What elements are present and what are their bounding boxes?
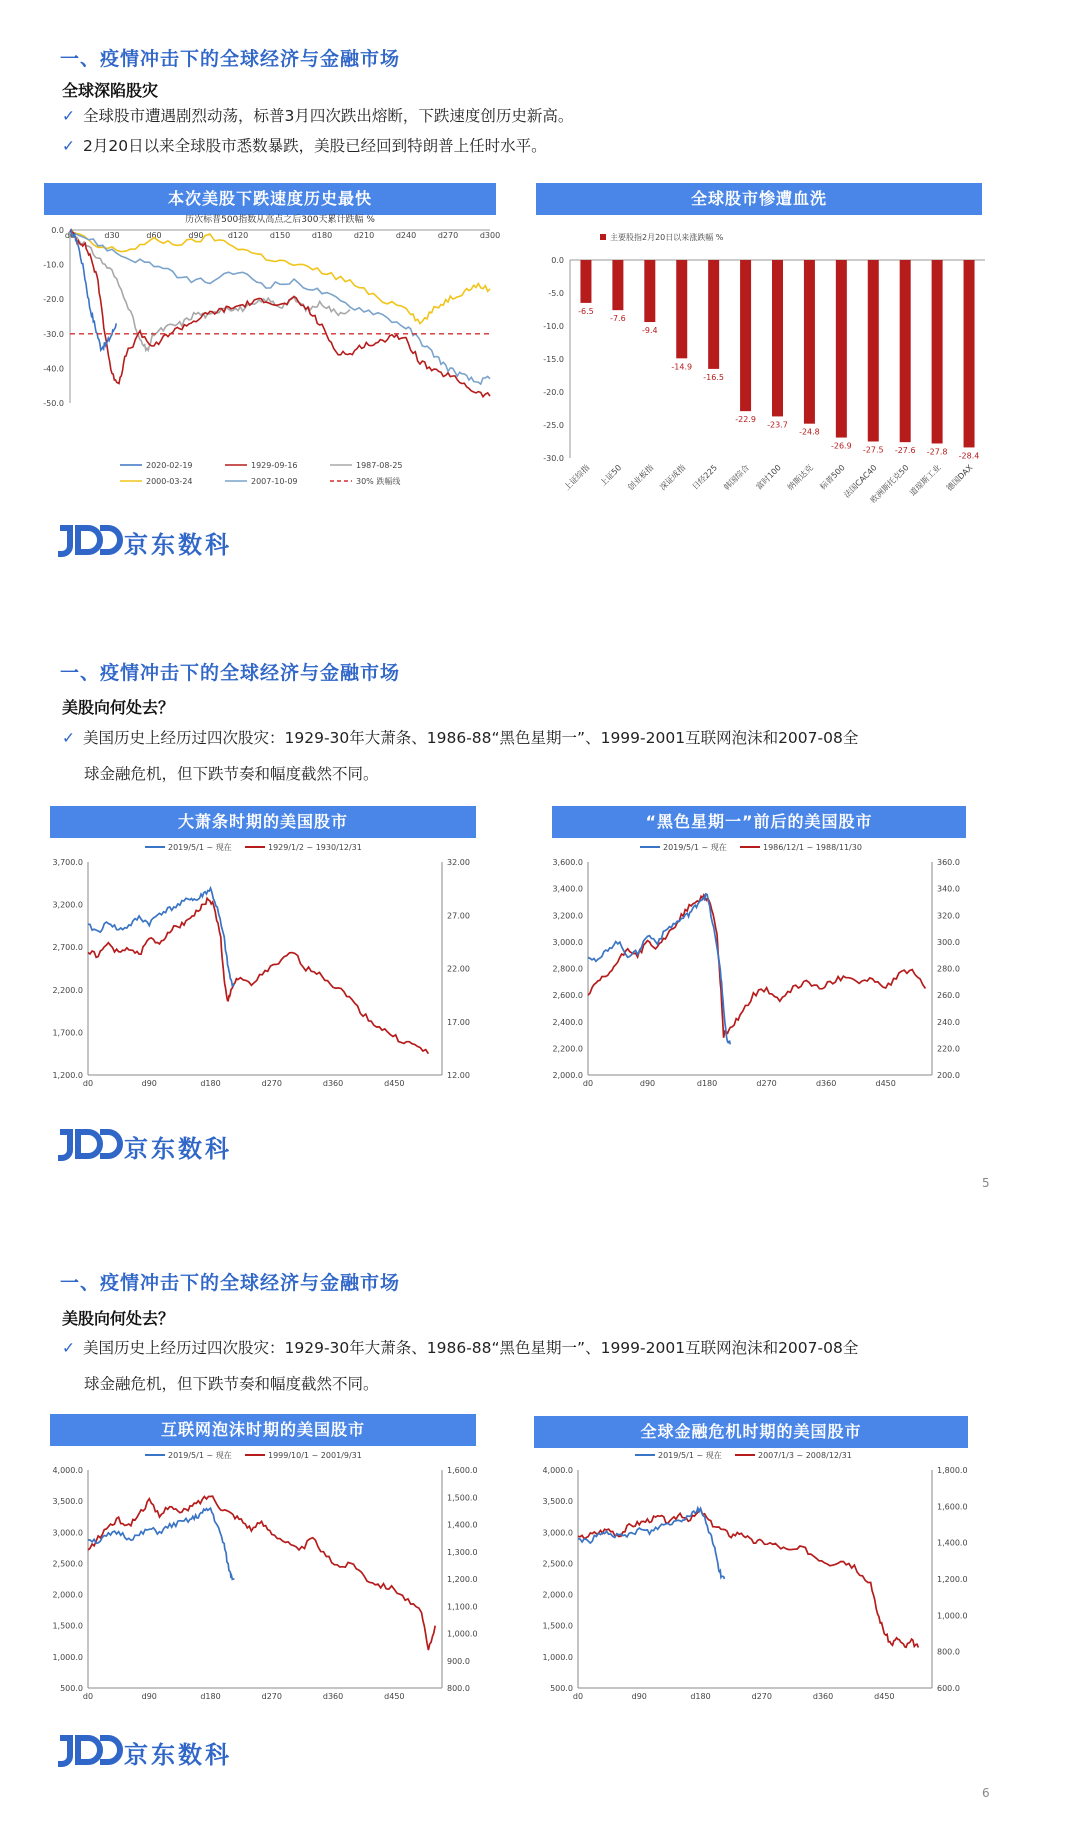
c4-x-tick: d450 [875,1079,896,1088]
c5-left-tick: 4,000.0 [52,1466,83,1475]
page-number-5: 5 [982,1176,990,1190]
c4-left-tick: 3,600.0 [552,858,583,867]
chart1-subtitle: 历次标普500指数从高点之后300天累计跌幅 % [185,215,375,225]
chart1-y-tick: -40.0 [43,364,64,374]
c5-left-tick: 2,500.0 [52,1559,83,1569]
chart2-bar [644,260,655,322]
c4-right-tick: 360.0 [937,858,960,867]
chart2-category-label: 法国CAC40 [842,463,879,500]
page1-subheading: 全球深陷股灾 [62,81,159,100]
c3-right-tick: 27.00 [447,911,470,921]
c4-x-tick: d360 [815,1079,837,1088]
c3-x-tick: d450 [384,1079,405,1088]
c4-left-tick: 2,800.0 [552,964,583,974]
chart4-svg [540,840,980,1095]
chart1-x-tick: d300 [479,231,501,240]
page1-bullet-2-text: 2月20日以来全球股市悉数暴跌，美股已经回到特朗普上任时水平。 [83,137,547,155]
chart1-x-tick: d240 [395,231,417,240]
c3-right-tick: 17.00 [447,1017,470,1027]
chart1-legend-label: 1929-09-16 [251,461,298,470]
chart2-bar [740,260,751,411]
c5-x-tick: d450 [384,1692,405,1701]
c3-left-tick: 3,200.0 [52,900,83,910]
c5-x-tick: d90 [141,1692,157,1701]
c4-right-tick: 200.0 [937,1071,960,1080]
c4-right-tick: 320.0 [937,911,960,921]
c5-left-tick: 1,000.0 [52,1652,83,1662]
chart1-x-tick: d0 [64,231,76,240]
c4-right-tick: 340.0 [937,884,960,894]
c6-left-tick: 2,500.0 [542,1559,573,1569]
chart2-category-label: 德国DAX [944,463,975,493]
chart1-series-line [70,230,490,324]
c6-right-tick: 1,600.0 [937,1502,968,1512]
c3-left-tick: 1,700.0 [52,1028,83,1038]
c6-right-tick: 1,000.0 [937,1611,968,1621]
page1-bullet-1 [62,100,573,132]
logo-text: 京东数科 [124,531,232,559]
chart2-value-label: -27.8 [926,447,948,457]
c6-left-tick: 4,000.0 [542,1466,573,1475]
jd-logo-icon [54,1124,124,1164]
chart1-series-line [70,230,490,397]
c3-left-tick: 3,700.0 [52,858,83,867]
c3-right-tick: 32.00 [447,858,470,867]
chart2-bar [836,260,847,438]
logo-text: 京东数科 [124,1135,232,1163]
c5-series-line [88,1496,435,1650]
page1-bullet-1-text: 全球股市遭遇剧烈动荡，标普3月四次跌出熔断，下跌速度创历史新高。 [83,107,574,125]
c6-series-line [578,1509,918,1648]
c6-left-tick: 2,000.0 [542,1590,573,1600]
c6-x-tick: d360 [812,1692,834,1701]
page2-bullet-1-continued: 球金融危机，但下跌节奏和幅度截然不同。 [84,765,379,783]
chart2-title-banner: 全球股市惨遭血洗 [536,183,982,215]
chart1-x-tick: d180 [311,231,333,240]
chart6-title-banner: 全球金融危机时期的美国股市 [534,1416,968,1448]
c6-left-tick: 3,500.0 [542,1497,573,1507]
c5-right-tick: 1,600.0 [447,1466,478,1475]
c6-right-tick: 800.0 [937,1647,960,1657]
c5-x-tick: d180 [200,1692,221,1701]
chart1-x-tick: d120 [227,231,249,240]
c5-right-tick: 900.0 [447,1656,470,1666]
c5-right-tick: 1,100.0 [447,1602,478,1612]
c5-legend-label: 1999/10/1 ~ 2001/9/31 [268,1451,362,1460]
chart1-x-tick: d30 [104,231,120,240]
chart1-legend-label: 30% 跌幅线 [356,477,401,486]
c3-right-tick: 12.00 [447,1071,470,1080]
c3-left-tick: 1,200.0 [52,1071,83,1080]
c4-right-tick: 220.0 [937,1044,960,1054]
c6-right-tick: 600.0 [937,1684,960,1693]
chart2-category-label: 日经225 [690,463,720,492]
chart2-value-label: -9.4 [642,326,658,336]
c6-x-tick: d450 [874,1692,895,1701]
c3-legend-label: 2019/5/1 ~ 现在 [168,843,232,852]
chart1-legend-label: 2007-10-09 [251,477,298,486]
c5-left-tick: 2,000.0 [52,1590,83,1600]
chart2-bar [932,260,943,443]
logo-text: 京东数科 [124,1741,232,1769]
chart2-value-label: -6.5 [578,306,594,316]
chart2-y-tick: -5.0 [548,289,564,298]
page3-bullet-1-text: 美国历史上经历过四次股灾：1929-30年大萧条、1986-88“黑色星期一”、1999-2001互联网泡沫和2007-08全 [83,1339,859,1357]
check-icon: ✓ [62,137,75,155]
c4-right-tick: 300.0 [937,937,960,947]
chart2-legend-swatch [600,234,606,240]
c6-legend-label: 2019/5/1 ~ 现在 [658,1451,722,1460]
c6-right-tick: 1,800.0 [937,1466,968,1475]
c6-x-tick: d270 [751,1692,772,1701]
c4-left-tick: 3,000.0 [552,937,583,947]
chart2-y-tick: 0.0 [551,256,564,265]
page1-bullet-2 [62,130,547,162]
chart1-legend-label: 1987-08-25 [356,461,403,470]
chart2-y-tick: -15.0 [543,355,564,364]
c6-left-tick: 500.0 [550,1684,573,1693]
c4-series-line [588,895,925,1038]
check-icon: ✓ [62,729,75,747]
chart2-category-label: 韩国综合 [721,463,751,493]
chart2-y-tick: -25.0 [543,421,564,430]
c5-left-tick: 3,000.0 [52,1528,83,1538]
c5-x-tick: d0 [82,1692,94,1701]
c4-left-tick: 2,400.0 [552,1017,583,1027]
chart6-svg [530,1448,980,1708]
c4-x-tick: d180 [696,1079,718,1088]
chart1-x-tick: d210 [353,231,375,240]
c4-left-tick: 2,200.0 [552,1044,583,1054]
chart2-bar [868,260,879,442]
c4-left-tick: 3,400.0 [552,884,583,894]
c6-right-tick: 1,200.0 [937,1575,968,1584]
chart2-bar [772,260,783,416]
chart1-legend-label: 2000-03-24 [146,477,193,486]
c6-left-tick: 1,500.0 [542,1621,573,1631]
chart2-category-label: 上证50 [598,463,624,488]
chart2-category-label: 深证成指 [658,463,688,493]
chart2-y-tick: -10.0 [543,322,564,331]
check-icon: ✓ [62,107,75,125]
c4-legend-label: 1986/12/1 ~ 1988/11/30 [763,843,862,852]
c4-x-tick: d0 [582,1079,594,1088]
c4-x-tick: d270 [756,1079,777,1088]
c3-left-tick: 2,700.0 [52,943,83,953]
chart2-bar [580,260,591,303]
c3-right-tick: 22.00 [447,964,470,974]
chart2-y-tick: -30.0 [543,454,564,463]
c6-right-tick: 1,400.0 [937,1538,968,1548]
c4-series-line [588,894,730,1045]
c3-x-tick: d180 [200,1079,221,1088]
page2-bullet-1-text: 美国历史上经历过四次股灾：1929-30年大萧条、1986-88“黑色星期一”、1999-2001互联网泡沫和2007-08全 [83,729,859,747]
c5-x-tick: d360 [322,1692,344,1701]
chart2-y-tick: -20.0 [543,388,564,397]
chart2-value-label: -16.5 [703,372,725,382]
c5-right-tick: 1,400.0 [447,1520,478,1530]
chart4-title-banner: “黑色星期一”前后的美国股市 [552,806,966,838]
c4-left-tick: 2,600.0 [552,991,583,1001]
chart1-x-tick: d90 [188,231,204,240]
page2-subheading: 美股向何处去？ [62,698,175,717]
page-number-6: 6 [982,1786,990,1800]
chart1-x-tick: d270 [437,231,459,240]
c3-x-tick: d360 [322,1079,344,1088]
c6-x-tick: d180 [690,1692,711,1701]
chart2-value-label: -23.7 [767,420,788,430]
c6-series-line [578,1508,724,1579]
c4-legend-label: 2019/5/1 ~ 现在 [663,843,727,852]
c5-left-tick: 3,500.0 [52,1497,83,1507]
c5-right-tick: 1,300.0 [447,1547,478,1557]
chart2-value-label: -27.6 [894,446,916,456]
chart2-value-label: -27.5 [862,445,884,455]
c5-right-tick: 800.0 [447,1684,470,1693]
c5-left-tick: 500.0 [60,1684,83,1693]
c4-right-tick: 280.0 [937,964,960,974]
chart2-category-label: 上证综指 [562,463,592,493]
c6-legend-label: 2007/1/3 ~ 2008/12/31 [758,1451,852,1460]
chart2-category-label: 纳斯达克 [785,463,815,493]
chart2-value-label: -7.6 [610,314,626,324]
chart3-title-banner: 大萧条时期的美国股市 [50,806,476,838]
chart2-value-label: -24.8 [799,427,820,437]
chart1-legend-label: 2020-02-19 [146,461,193,470]
c3-legend-label: 1929/1/2 ~ 1930/12/31 [268,843,362,852]
c3-x-tick: d270 [261,1079,282,1088]
chart1-x-tick: d60 [146,231,162,240]
page2-section-title: 一、疫情冲击下的全球经济与金融市场 [60,662,401,684]
chart2-category-label: 道琼斯工业 [907,463,943,498]
chart1-y-tick: -30.0 [43,329,64,339]
chart1-title-banner: 本次美股下跌速度历史最快 [44,183,496,215]
c5-right-tick: 1,500.0 [447,1493,478,1503]
c6-left-tick: 3,000.0 [542,1528,573,1538]
c5-right-tick: 1,200.0 [447,1575,478,1584]
c5-series-line [88,1508,234,1579]
chart1-y-tick: -50.0 [43,399,64,408]
page1-section-title: 一、疫情冲击下的全球经济与金融市场 [60,48,401,70]
chart2-legend-label: 主要股指2月20日以来涨跌幅 % [610,233,724,242]
c6-x-tick: d0 [572,1692,584,1701]
chart2-category-label: 欧洲斯托克50 [868,463,911,505]
page3-bullet-1 [62,1332,858,1364]
page3-section-title: 一、疫情冲击下的全球经济与金融市场 [60,1272,401,1294]
check-icon: ✓ [62,1339,75,1357]
chart2-bar [676,260,687,358]
page2-bullet-1 [62,722,858,754]
c4-x-tick: d90 [639,1079,656,1088]
chart1-y-tick: 0.0 [51,226,64,235]
chart2-svg [530,218,990,508]
chart2-value-label: -26.9 [830,441,852,451]
jd-logo-icon [54,520,124,560]
c6-x-tick: d90 [631,1692,647,1701]
chart2-bar [708,260,719,369]
chart1-series-line [70,233,490,384]
chart5-svg [40,1448,490,1708]
chart2-value-label: -14.9 [671,362,693,372]
chart5-title-banner: 互联网泡沫时期的美国股市 [50,1414,476,1446]
chart1-y-tick: -20.0 [43,295,64,305]
c3-left-tick: 2,200.0 [52,985,83,995]
c6-left-tick: 1,000.0 [542,1652,573,1662]
chart3-svg [40,840,490,1095]
chart2-bar [900,260,911,442]
chart2-category-label: 富时100 [754,463,783,492]
chart1-x-tick: d150 [269,231,291,240]
c4-right-tick: 260.0 [937,991,960,1001]
chart2-bar [964,260,975,447]
chart2-category-label: 标普500 [818,463,847,492]
chart2-bar [612,260,623,310]
chart1-y-tick: -10.0 [43,260,64,270]
c5-x-tick: d270 [261,1692,282,1701]
chart1-svg [30,215,501,498]
c5-legend-label: 2019/5/1 ~ 现在 [168,1451,232,1460]
page3-bullet-1-continued: 球金融危机，但下跌节奏和幅度截然不同。 [84,1375,379,1393]
c4-left-tick: 3,200.0 [552,911,583,921]
chart2-value-label: -28.4 [958,451,980,461]
chart2-value-label: -22.9 [735,415,756,425]
jd-logo-icon [54,1730,124,1770]
chart2-bar [804,260,815,424]
c3-x-tick: d0 [82,1079,94,1088]
chart2-category-label: 创业板指 [626,463,656,493]
page3-subheading: 美股向何处去？ [62,1309,175,1328]
c4-right-tick: 240.0 [937,1017,960,1027]
c4-left-tick: 2,000.0 [552,1071,583,1080]
c3-series-line [88,898,428,1053]
c3-x-tick: d90 [141,1079,157,1088]
c5-right-tick: 1,000.0 [447,1629,478,1639]
c5-left-tick: 1,500.0 [52,1621,83,1631]
